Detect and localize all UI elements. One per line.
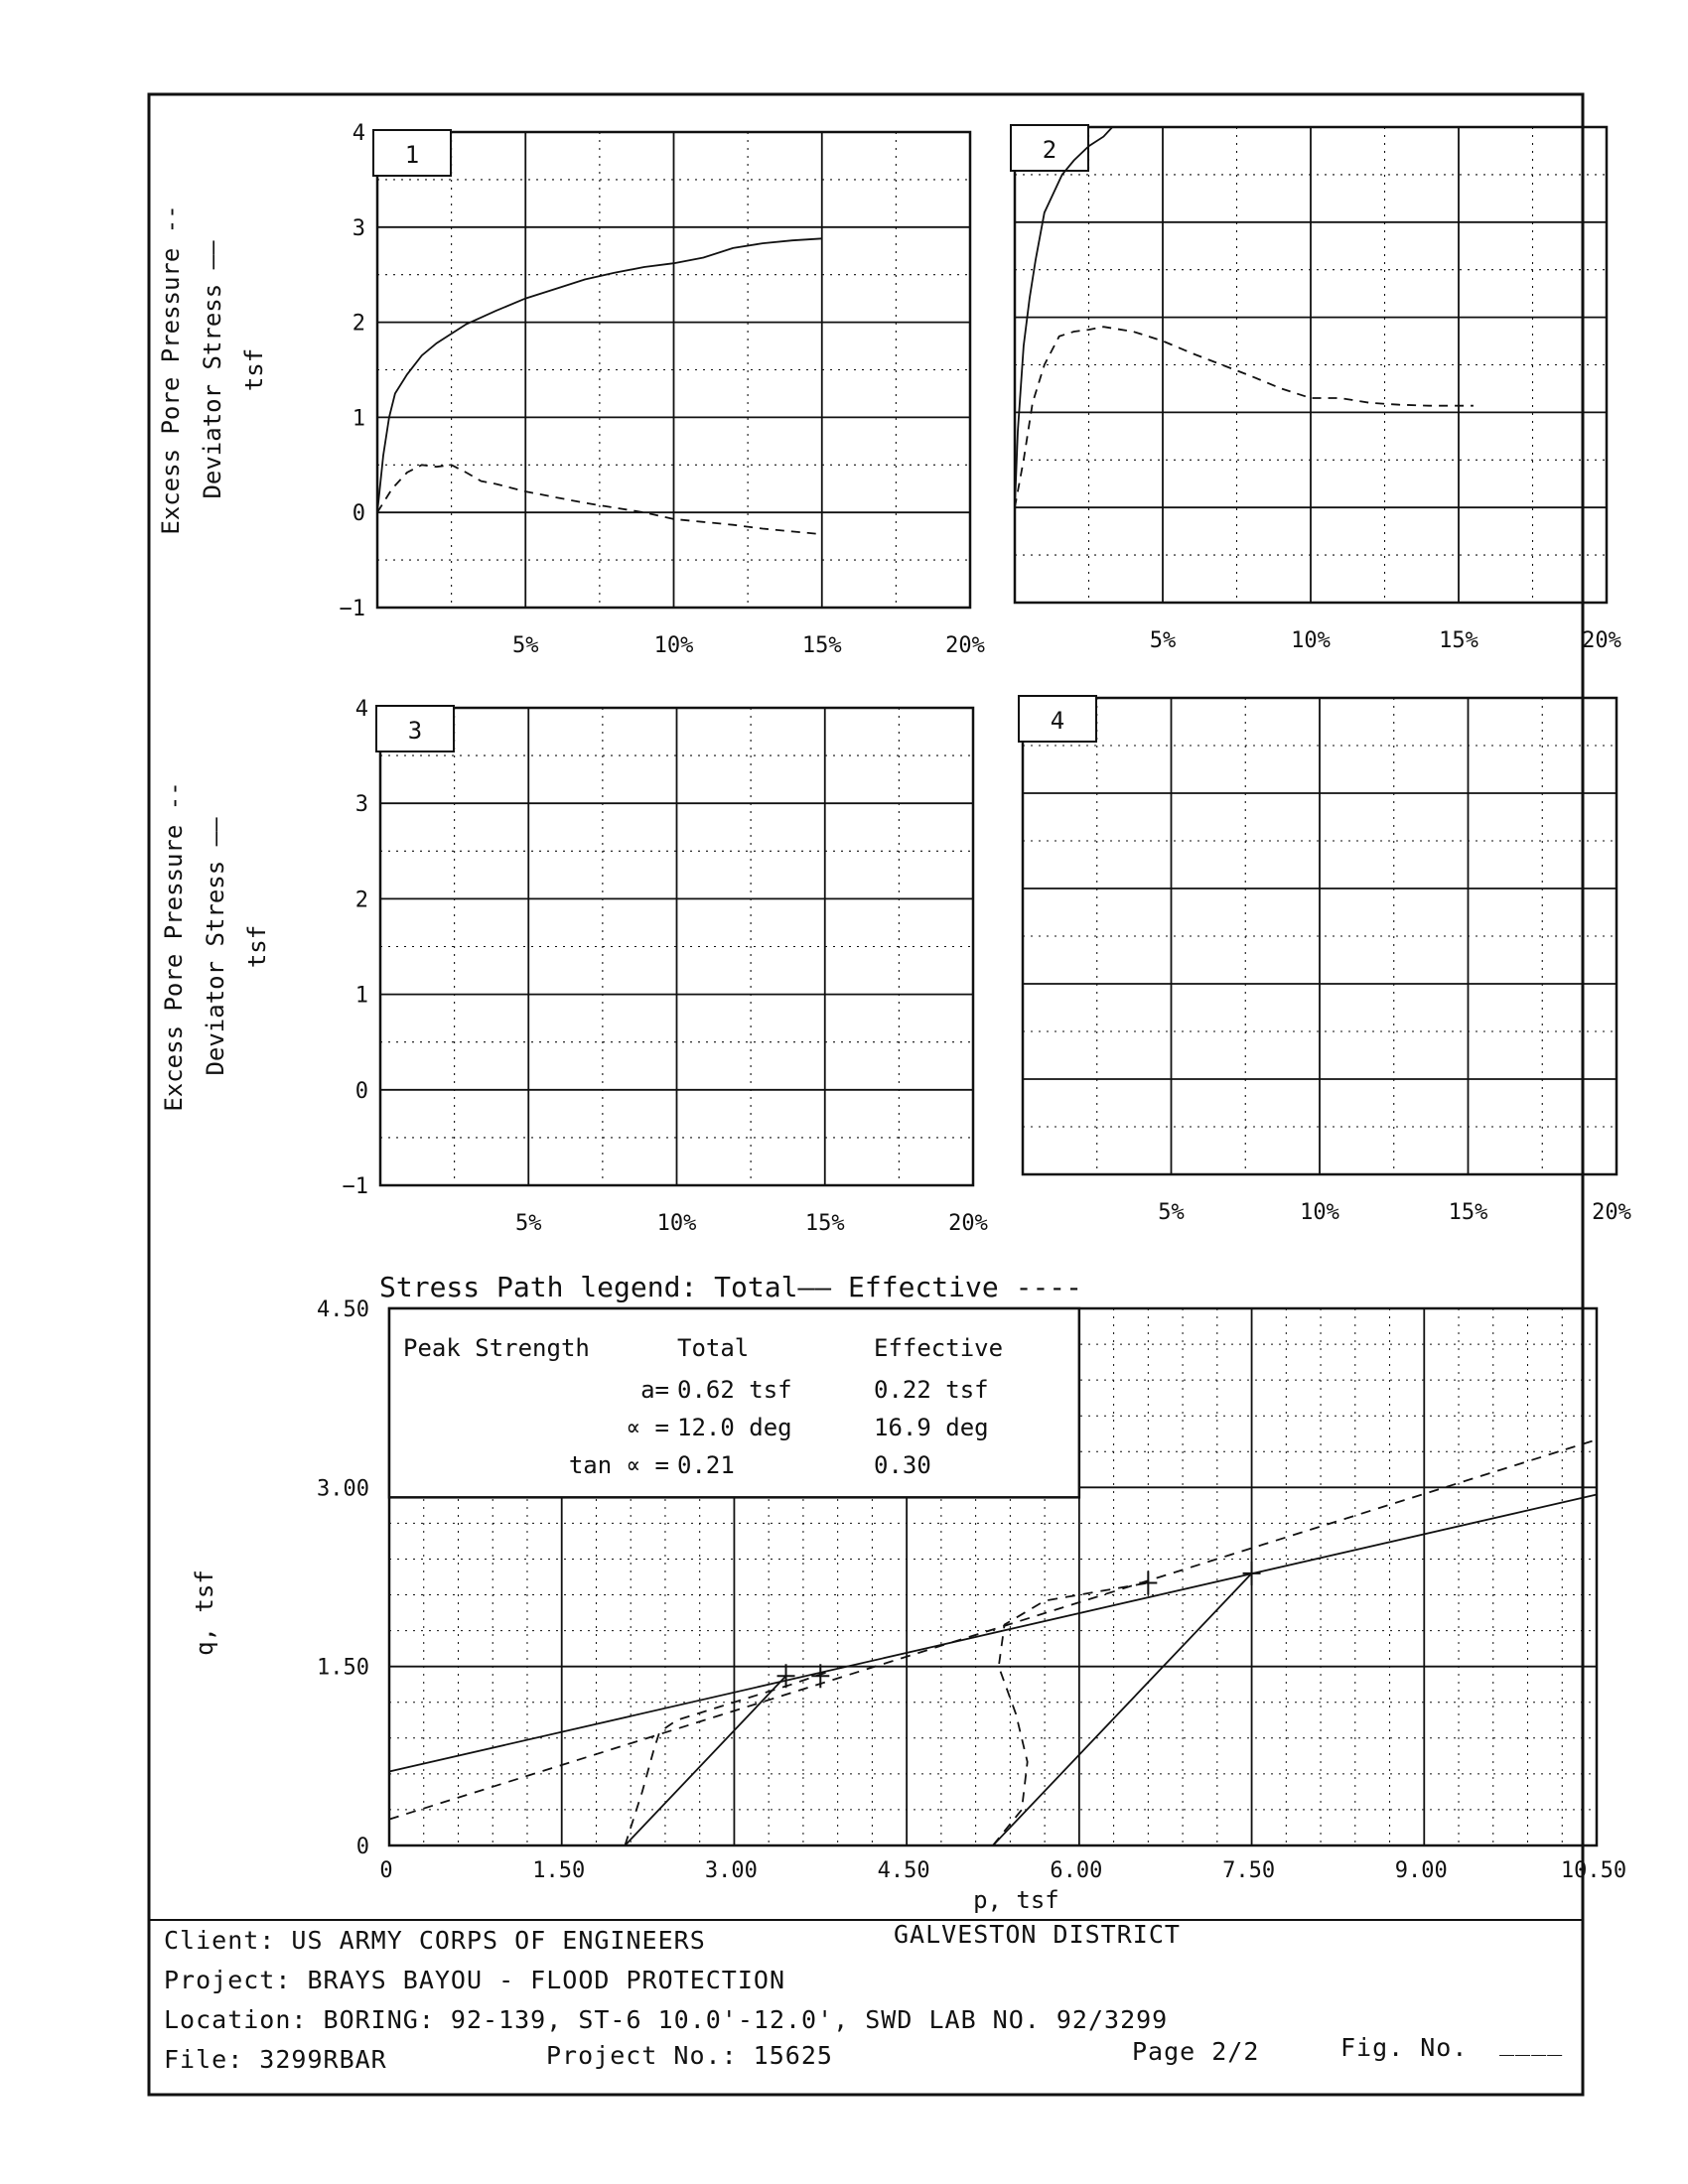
total-value: 12.0 deg [677,1414,792,1441]
x-tick-label: 5% [1149,628,1177,653]
y-axis-title [157,205,268,534]
y-tick-label: 3 [352,215,365,241]
effective-value: 0.30 [874,1451,931,1479]
y-tick-label: 4 [352,121,365,146]
y-tick-label: 4.50 [317,1297,369,1322]
x-tick-label: 10% [1291,628,1331,653]
table-header: Effective [874,1334,1004,1362]
x-tick-label: 4.50 [877,1858,930,1883]
y-axis-title: q, tsf [191,1570,218,1656]
strain-panel-4 [1019,696,1631,1225]
total-value: 0.62 tsf [677,1376,792,1404]
report-footer [149,1918,1583,2092]
x-tick-label: 15% [1448,1200,1488,1225]
effective-value: 0.22 tsf [874,1376,989,1404]
panel-label: 3 [407,717,423,745]
strain-panel-2 [1011,125,1621,653]
strain-panel-3 [160,697,988,1236]
effective-value: 16.9 deg [874,1414,989,1441]
y-axis-unit: tsf [243,924,271,969]
y-tick-label: 0 [355,1835,369,1859]
effective-path [993,1583,1148,1846]
y-tick-label: 1 [352,406,365,432]
y-axis-title-line: Excess Pore Pressure -- [157,205,185,535]
y-axis-title-group [191,1570,218,1656]
x-tick-label: 3.00 [704,1858,758,1883]
total-value: 0.21 [677,1451,735,1479]
table-row-label: tan ∝ = [568,1451,669,1479]
y-tick-label: 2 [352,311,365,337]
y-tick-label: 2 [354,887,368,913]
panel-label: 2 [1042,136,1057,164]
table-header: Total [677,1334,750,1362]
x-tick-label: 15% [801,633,842,658]
page-number: Page 2/2 [1132,2037,1260,2066]
x-tick-label: 20% [945,633,985,658]
x-tick-label: 7.50 [1222,1858,1276,1883]
y-tick-label: 3.00 [317,1476,369,1502]
x-tick-label: 10.50 [1560,1858,1627,1883]
deviator-stress-curve [377,238,822,512]
y-axis-title-line: Deviator Stress —— [199,240,226,499]
total-path [625,1676,785,1845]
figure-number-label: Fig. No. [1340,2033,1469,2062]
district-label: GALVESTON DISTRICT [894,1920,1181,1949]
x-tick-label: 10% [653,633,694,658]
project-line: Project: BRAYS BAYOU - FLOOD PROTECTION [164,1966,785,1994]
table-header: Peak Strength [403,1334,590,1362]
failure-envelope [389,1495,1597,1772]
panel-label: 4 [1050,707,1065,735]
y-axis-title [160,781,271,1111]
location-line: Location: BORING: 92-139, ST-6 10.0'-12.0', SWD LAB NO. 92/3299 [164,2005,1169,2034]
x-tick-label: 5% [1158,1200,1185,1225]
x-tick-label: 1.50 [532,1858,586,1883]
y-tick-label: −1 [342,1174,368,1199]
x-tick-label: 10% [656,1211,697,1236]
effective-path [625,1673,826,1845]
client-line: Client: US ARMY CORPS OF ENGINEERS [164,1926,706,1955]
x-tick-label: 5% [512,633,539,658]
y-tick-label: 3 [354,792,368,818]
project-number: Project No.: 15625 [546,2041,833,2070]
x-tick-label: 10% [1300,1200,1339,1225]
x-tick-label: 15% [1439,628,1478,653]
y-tick-label: 1 [354,983,368,1009]
y-tick-label: 4 [354,697,368,722]
x-tick-label: 5% [515,1211,542,1236]
x-tick-label: 6.00 [1050,1858,1103,1883]
x-tick-label: 20% [1592,1200,1631,1225]
y-tick-label: 0 [352,501,365,527]
file-label: File: 3299RBAR [164,2045,387,2074]
table-row-label: a= [640,1376,669,1404]
y-tick-label: −1 [339,597,365,621]
pore-pressure-curve [1015,327,1474,507]
panel-label: 1 [404,141,420,169]
stress-path-panel [191,1271,1626,1914]
x-tick-label: 9.00 [1394,1858,1448,1883]
figure-number-value: ____ [1499,2027,1564,2056]
stress-path-legend: Stress Path legend: Total—— Effective ---- [379,1271,1083,1303]
x-tick-label: 20% [1582,628,1621,653]
y-axis-title-line: Deviator Stress —— [202,817,229,1076]
x-tick-label: 20% [948,1211,988,1236]
y-tick-label: 1.50 [317,1655,369,1681]
y-tick-label: 0 [354,1078,368,1104]
table-row-label: ∝ = [626,1414,669,1441]
total-path [993,1573,1252,1845]
strain-panel-1 [157,121,985,658]
x-axis-title: p, tsf [973,1886,1059,1914]
y-axis-title-line: Excess Pore Pressure -- [160,781,188,1112]
x-tick-label: 0 [379,1858,393,1883]
y-axis-unit: tsf [240,347,268,392]
x-tick-label: 15% [804,1211,845,1236]
